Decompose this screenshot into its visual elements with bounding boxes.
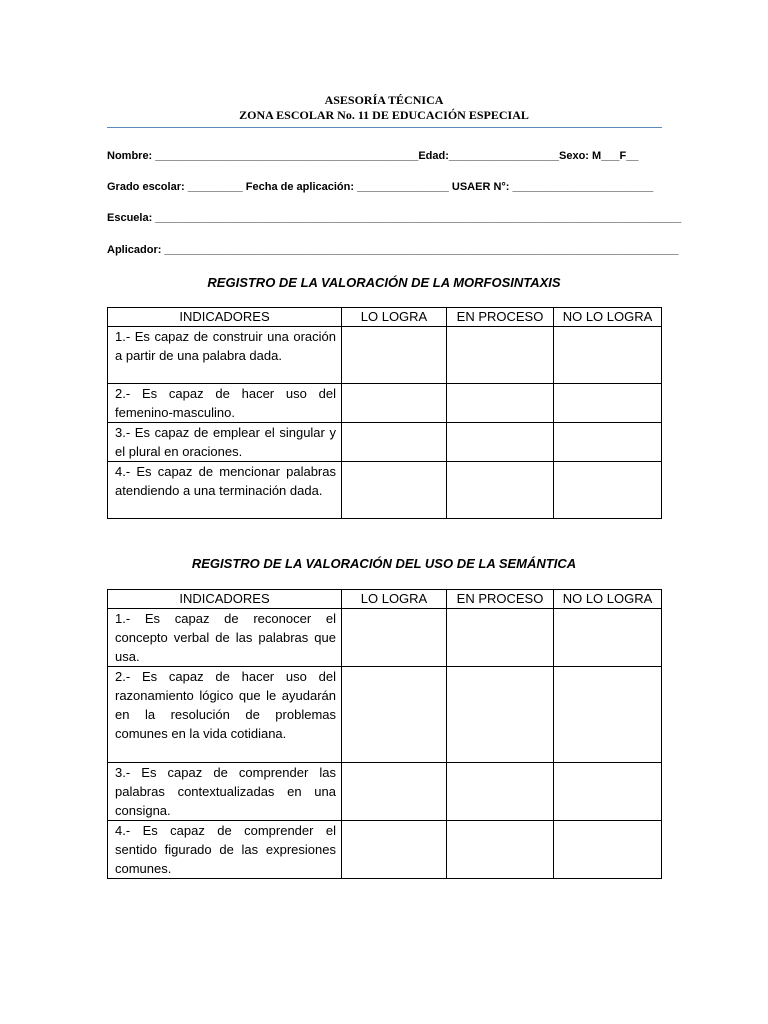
- table-row: [108, 821, 662, 879]
- no-lo-logra-cell[interactable]: [554, 423, 662, 462]
- lo-logra-cell[interactable]: [342, 462, 447, 519]
- section-title-morfosintaxis: REGISTRO DE LA VALORACIÓN DE LA MORFOSINTAXIS: [207, 275, 561, 290]
- document-subtitle: ZONA ESCOLAR No. 11 DE EDUCACIÓN ESPECIAL: [239, 108, 529, 122]
- lo-logra-cell[interactable]: [342, 667, 447, 763]
- en-proceso-cell[interactable]: [447, 327, 554, 384]
- en-proceso-cell[interactable]: [447, 384, 554, 423]
- no-lo-logra-cell[interactable]: [554, 462, 662, 519]
- table-row: [108, 609, 662, 667]
- table-header-row: [108, 590, 662, 609]
- table-row: [108, 667, 662, 763]
- table-row: [108, 327, 662, 384]
- semantica-table: [107, 589, 662, 879]
- aplicador-field[interactable]: Aplicador: ____________________________________________________________________________________: [107, 244, 679, 256]
- column-header: LO LOGRA: [342, 590, 447, 609]
- escuela-field[interactable]: Escuela: ______________________________________________________________________________________: [107, 212, 682, 224]
- section-title-semantica: REGISTRO DE LA VALORACIÓN DEL USO DE LA SEMÁNTICA: [191, 556, 577, 571]
- no-lo-logra-cell[interactable]: [554, 667, 662, 763]
- column-header: EN PROCESO: [447, 590, 554, 609]
- indicator-cell: 4.- Es capaz de mencionar palabras atendiendo a una terminación dada.: [108, 462, 342, 519]
- lo-logra-cell[interactable]: [342, 609, 447, 667]
- lo-logra-cell[interactable]: [342, 423, 447, 462]
- header-divider: [107, 127, 662, 128]
- indicator-cell: 3.- Es capaz de emplear el singular y el plural en oraciones.: [108, 423, 342, 462]
- indicator-cell: 1.- Es capaz de construir una oración a partir de una palabra dada.: [108, 327, 342, 384]
- table-row: [108, 384, 662, 423]
- indicator-cell: 3.- Es capaz de comprender las palabras contextualizadas en una consigna.: [108, 763, 342, 821]
- table-row: [108, 763, 662, 821]
- document-title: ASESORÍA TÉCNICA: [324, 93, 444, 107]
- en-proceso-cell[interactable]: [447, 667, 554, 763]
- en-proceso-cell[interactable]: [447, 462, 554, 519]
- en-proceso-cell[interactable]: [447, 763, 554, 821]
- lo-logra-cell[interactable]: [342, 384, 447, 423]
- column-header: INDICADORES: [108, 308, 342, 327]
- no-lo-logra-cell[interactable]: [554, 763, 662, 821]
- lo-logra-cell[interactable]: [342, 763, 447, 821]
- column-header: EN PROCESO: [447, 308, 554, 327]
- en-proceso-cell[interactable]: [447, 609, 554, 667]
- indicator-cell: 2.- Es capaz de hacer uso del femenino-masculino.: [108, 384, 342, 423]
- table-header-row: [108, 308, 662, 327]
- nombre-field[interactable]: Nombre: ___________________________________________Edad:__________________Sexo: M___F__: [107, 150, 639, 162]
- no-lo-logra-cell[interactable]: [554, 327, 662, 384]
- no-lo-logra-cell[interactable]: [554, 609, 662, 667]
- no-lo-logra-cell[interactable]: [554, 384, 662, 423]
- grado-field[interactable]: Grado escolar: _________ Fecha de aplicación: _______________ USAER N°: _______________________: [107, 181, 654, 193]
- indicator-cell: 4.- Es capaz de comprender el sentido figurado de las expresiones comunes.: [108, 821, 342, 879]
- indicator-cell: 2.- Es capaz de hacer uso del razonamiento lógico que le ayudarán en la resolución de problemas comunes en la vida cotidiana.: [108, 667, 342, 763]
- table-row: [108, 462, 662, 519]
- column-header: NO LO LOGRA: [554, 590, 662, 609]
- indicator-cell: 1.- Es capaz de reconocer el concepto verbal de las palabras que usa.: [108, 609, 342, 667]
- morfosintaxis-table: [107, 307, 662, 519]
- lo-logra-cell[interactable]: [342, 327, 447, 384]
- en-proceso-cell[interactable]: [447, 821, 554, 879]
- lo-logra-cell[interactable]: [342, 821, 447, 879]
- column-header: LO LOGRA: [342, 308, 447, 327]
- table-row: [108, 423, 662, 462]
- column-header: NO LO LOGRA: [554, 308, 662, 327]
- en-proceso-cell[interactable]: [447, 423, 554, 462]
- column-header: INDICADORES: [108, 590, 342, 609]
- no-lo-logra-cell[interactable]: [554, 821, 662, 879]
